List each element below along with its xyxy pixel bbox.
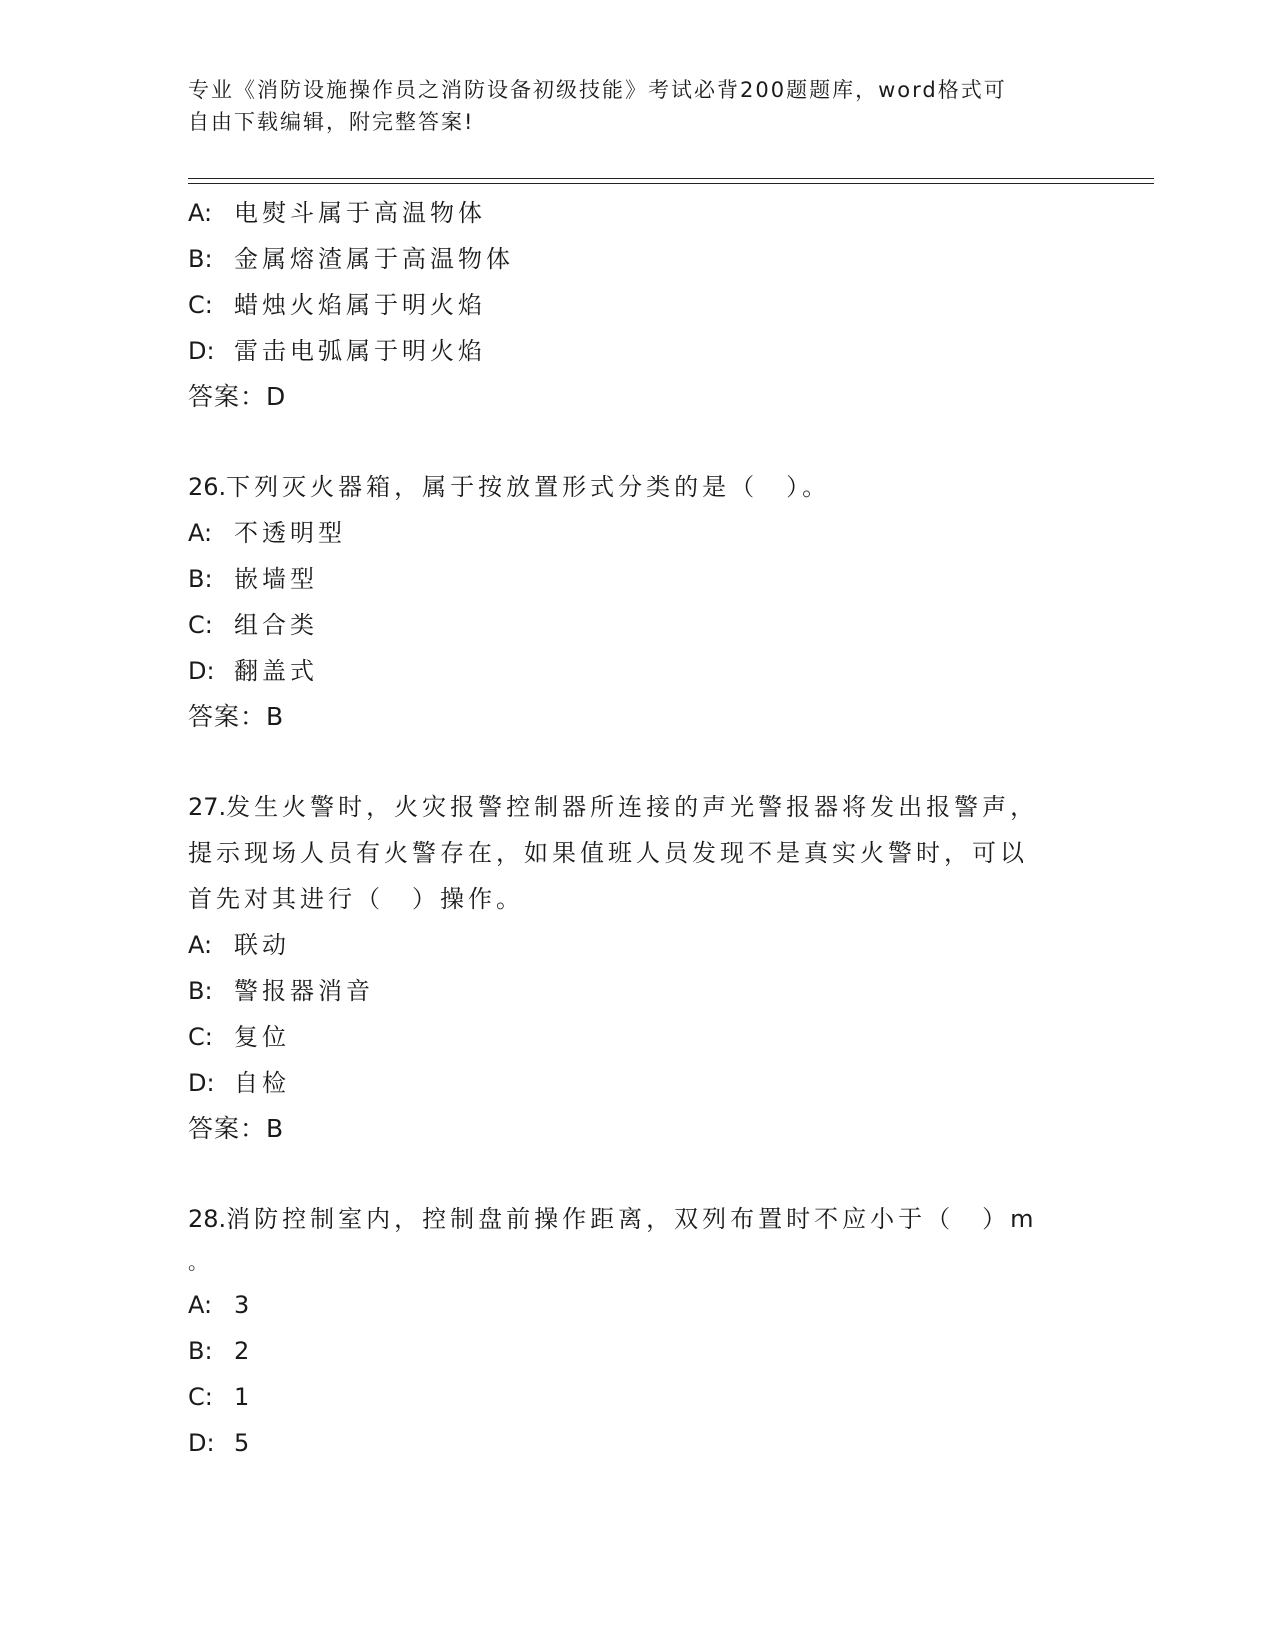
option-text: 蜡烛火焰属于明火焰	[234, 291, 486, 319]
option-letter: B:	[188, 565, 213, 593]
option-text: 1	[234, 1383, 254, 1411]
option-c	[188, 602, 1088, 648]
option-d	[188, 1060, 1088, 1106]
option-text: 嵌墙型	[234, 565, 318, 593]
option-b	[188, 556, 1088, 602]
option-b	[188, 236, 1088, 282]
question-text: 消防控制室内，控制盘前操作距离，双列布置时不应小于（ ）m	[226, 1205, 1038, 1233]
option-text: 翻盖式	[234, 657, 318, 685]
option-c	[188, 1014, 1088, 1060]
option-letter: B:	[188, 977, 213, 1005]
option-b	[188, 1328, 1088, 1374]
option-c	[188, 1374, 1088, 1420]
option-letter: D:	[188, 1069, 215, 1097]
question-number: 28.	[188, 1205, 227, 1233]
question-26	[188, 464, 1088, 740]
option-letter: D:	[188, 1429, 215, 1457]
spacer	[188, 1152, 1088, 1196]
option-a	[188, 190, 1088, 236]
question-stem-line-1	[188, 1196, 1088, 1242]
header-line-2: 自由下载编辑，附完整答案!	[188, 110, 475, 134]
option-d	[188, 648, 1088, 694]
option-text: 不透明型	[234, 519, 346, 547]
option-b	[188, 968, 1088, 1014]
option-text: 2	[234, 1337, 254, 1365]
question-stem-line-2: 。	[188, 1250, 212, 1274]
option-d	[188, 328, 1088, 374]
option-letter: D:	[188, 657, 215, 685]
option-letter: C:	[188, 611, 213, 639]
document-header	[188, 74, 1068, 138]
option-text: 3	[234, 1291, 254, 1319]
option-letter: B:	[188, 1337, 213, 1365]
option-letter: C:	[188, 1023, 213, 1051]
question-stem-line-2: 提示现场人员有火警存在，如果值班人员发现不是真实火警时，可以	[188, 839, 1028, 867]
option-text: 联动	[234, 931, 290, 959]
option-text: 5	[234, 1429, 254, 1457]
question-27	[188, 784, 1088, 1152]
question-28	[188, 1196, 1088, 1466]
answer-label: 答案：B	[188, 1114, 285, 1143]
answer-label: 答案：B	[188, 702, 285, 731]
option-text: 自检	[234, 1069, 290, 1097]
option-letter: D:	[188, 337, 215, 365]
option-a	[188, 1282, 1088, 1328]
option-c	[188, 282, 1088, 328]
question-list	[188, 190, 1088, 1466]
option-a	[188, 922, 1088, 968]
spacer	[188, 740, 1088, 784]
option-letter: C:	[188, 291, 213, 319]
option-text: 电熨斗属于高温物体	[234, 199, 486, 227]
question-number: 26.	[188, 473, 227, 501]
question-number: 27.	[188, 793, 227, 821]
question-stem-line-1	[188, 784, 1088, 830]
option-letter: A:	[188, 199, 213, 227]
question-stem	[188, 464, 1068, 510]
option-letter: A:	[188, 1291, 213, 1319]
option-letter: B:	[188, 245, 213, 273]
option-text: 金属熔渣属于高温物体	[234, 245, 514, 273]
option-letter: A:	[188, 931, 213, 959]
answer-label: 答案：D	[188, 382, 287, 411]
question-text: 发生火警时，火灾报警控制器所连接的声光警报器将发出报警声，	[226, 793, 1039, 821]
option-text: 组合类	[234, 611, 318, 639]
header-divider-top	[188, 178, 1154, 179]
question-25	[188, 190, 1088, 420]
question-stem-line-3: 首先对其进行（ ）操作。	[188, 885, 524, 913]
option-text: 复位	[234, 1023, 290, 1051]
option-text: 警报器消音	[234, 977, 374, 1005]
header-divider-bottom	[188, 183, 1154, 184]
spacer	[188, 420, 1088, 464]
option-text: 雷击电弧属于明火焰	[234, 337, 486, 365]
option-d	[188, 1420, 1088, 1466]
option-letter: A:	[188, 519, 213, 547]
header-line-1: 专业《消防设施操作员之消防设备初级技能》考试必背200题题库，word格式可	[188, 78, 1007, 102]
option-letter: C:	[188, 1383, 213, 1411]
option-a	[188, 510, 1088, 556]
question-text: 下列灭火器箱，属于按放置形式分类的是（ ）。	[226, 473, 831, 501]
